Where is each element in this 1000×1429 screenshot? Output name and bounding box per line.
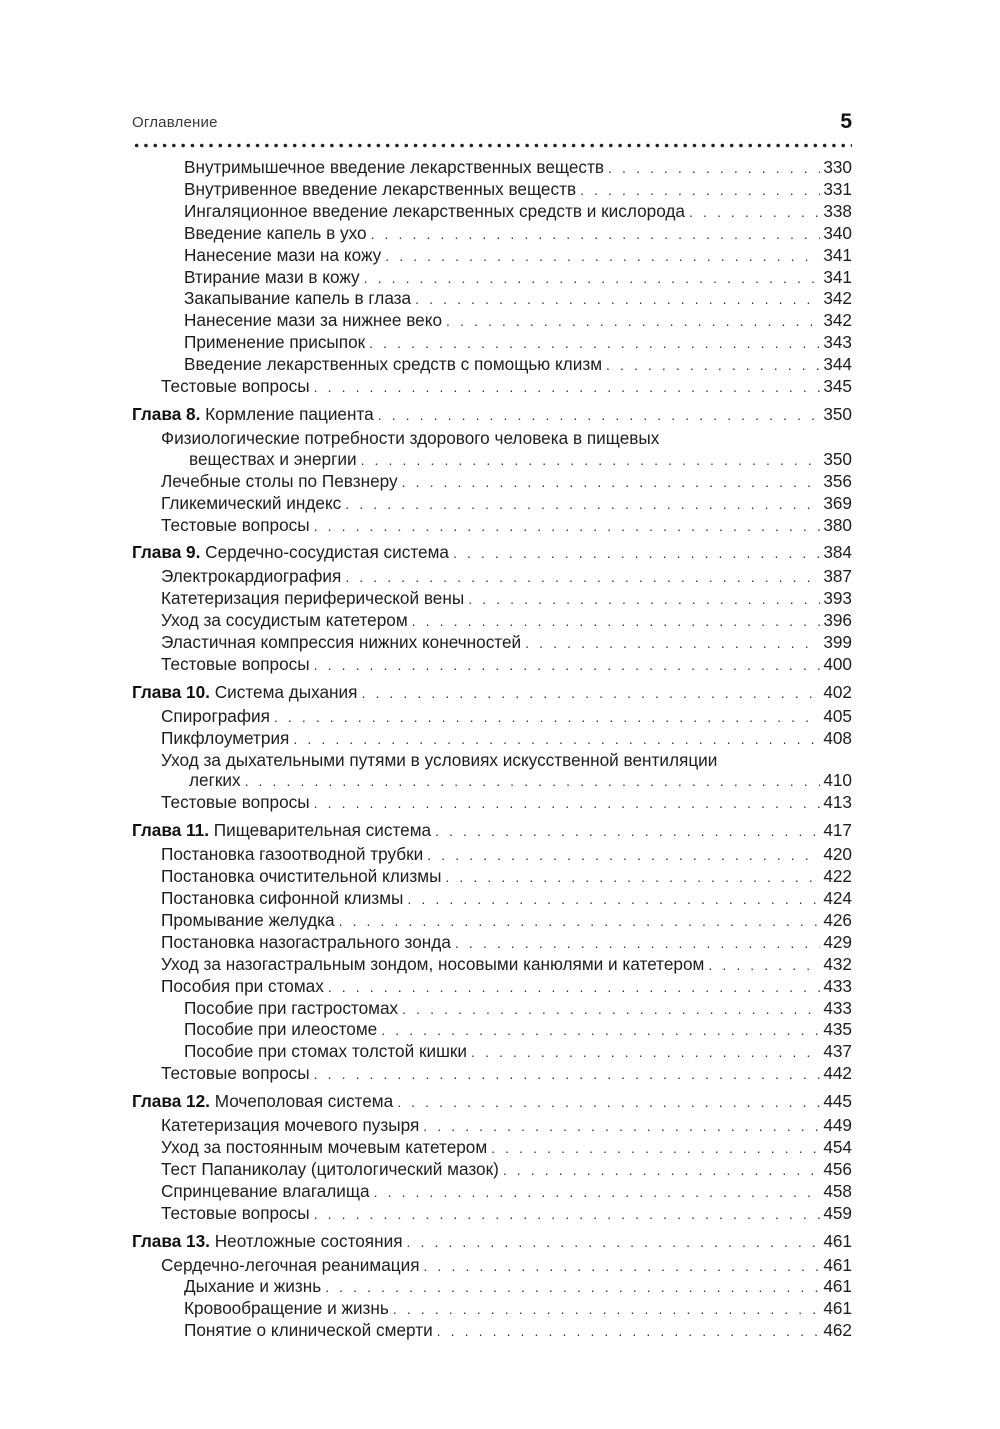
toc-page-number: 330 [823, 157, 852, 177]
dot-leader [397, 1092, 820, 1113]
toc-entry[interactable] [132, 157, 852, 179]
toc-entry-title: Эластичная компрессия нижних конечностей [161, 632, 522, 653]
dot-leader [427, 845, 820, 866]
toc-page-number: 433 [823, 997, 852, 1018]
toc-entry-title: Введение капель в ухо [184, 222, 367, 243]
toc-entry[interactable] [132, 976, 852, 998]
toc-entry-title: Пособие при илеостоме [184, 1019, 378, 1040]
toc-entry-title: Постановка газоотводной трубки [161, 844, 424, 865]
toc-page-number: 461 [823, 1230, 852, 1251]
toc-page-number: 402 [823, 681, 852, 702]
toc-page-number: 420 [823, 844, 852, 865]
toc-entry-title [132, 1091, 393, 1112]
toc-entry[interactable] [132, 310, 852, 332]
toc-entry[interactable] [132, 792, 852, 814]
toc-entry-title: Внутривенное введение лекарственных веществ [184, 178, 577, 199]
toc-page-number: 384 [823, 542, 852, 563]
dot-leader [245, 771, 821, 792]
toc-entry[interactable] [132, 179, 852, 201]
toc-entry[interactable] [132, 954, 852, 976]
chapter-label: Глава 11. [132, 820, 209, 841]
dot-leader [471, 1042, 820, 1063]
toc-entry[interactable] [132, 728, 852, 750]
dot-leader [361, 683, 820, 704]
dot-leader [378, 405, 821, 426]
toc-page-number: 422 [823, 866, 852, 887]
toc-entry[interactable] [132, 632, 852, 654]
toc-entry-title-line: Уход за дыхательными путями в условиях искусственной вентиляции [161, 749, 718, 770]
toc-entry-title: Нанесение мази на кожу [184, 244, 382, 265]
toc-entry[interactable] [132, 1276, 852, 1298]
chapter-title: Система дыхания [214, 681, 358, 702]
toc-chapter[interactable] [132, 682, 852, 706]
dot-leader [491, 1138, 820, 1159]
dot-leader [435, 821, 820, 842]
toc-entry[interactable] [132, 332, 852, 354]
toc-entry-title: Тестовые вопросы [161, 376, 310, 397]
dot-leader [314, 377, 821, 398]
toc-entry[interactable] [132, 610, 852, 632]
toc-page-number: 342 [823, 310, 852, 331]
dot-leader [345, 567, 820, 588]
toc-entry-title: Закапывание капель в глаза [184, 288, 412, 309]
toc-page-number: 454 [823, 1136, 852, 1157]
toc-entry-title: Тестовые вопросы [161, 653, 310, 674]
dot-leader [580, 180, 820, 201]
chapter-label: Глава 13. [132, 1230, 210, 1251]
dot-leader [364, 268, 821, 289]
toc-entry-title: Спирография [161, 705, 270, 726]
toc-entry[interactable] [132, 1041, 852, 1063]
toc-entry[interactable] [132, 1019, 852, 1041]
dot-leader [525, 633, 820, 654]
toc-page-number: 461 [823, 1276, 852, 1297]
toc-page-number: 356 [823, 470, 852, 491]
toc-entry-title: Уход за назогастральным зондом, носовыми канюлями и катетером [161, 953, 705, 974]
toc-page-number: 341 [823, 244, 852, 265]
toc-entry[interactable] [132, 1298, 852, 1320]
dot-leader [328, 977, 820, 998]
dot-leader [503, 1160, 820, 1181]
table-of-contents [132, 157, 852, 1342]
dot-leader [339, 911, 821, 932]
toc-entry-title [132, 542, 449, 563]
chapter-label: Глава 8. [132, 403, 201, 424]
dot-leader [381, 1020, 820, 1041]
toc-entry-title: Нанесение мази за нижнее веко [184, 310, 442, 331]
toc-entry-title: Внутримышечное введение лекарственных веществ [184, 157, 605, 177]
toc-page-number: 345 [823, 376, 852, 397]
dot-leader [385, 246, 820, 267]
dot-leader [445, 867, 820, 888]
toc-page-number: 400 [823, 653, 852, 674]
toc-entry[interactable] [132, 471, 852, 493]
running-header-title: Оглавление [132, 114, 218, 131]
toc-page-number: 387 [823, 566, 852, 587]
toc-page-number: 459 [823, 1202, 852, 1223]
dot-leader [402, 472, 821, 493]
chapter-label: Глава 12. [132, 1091, 210, 1112]
dot-leader [708, 955, 820, 976]
toc-entry[interactable] [132, 750, 852, 793]
toc-entry-title: Втирание мази в кожу [184, 266, 360, 287]
toc-entry[interactable] [132, 866, 852, 888]
toc-page-number: 432 [823, 953, 852, 974]
dot-leader [361, 450, 821, 471]
toc-chapter[interactable] [132, 1091, 852, 1115]
dot-leader [424, 1256, 821, 1277]
chapter-title: Мочеполовая система [214, 1091, 394, 1112]
dot-leader [314, 1064, 821, 1085]
dot-leader [374, 1182, 821, 1203]
dot-leader [345, 494, 820, 515]
toc-entry[interactable] [132, 267, 852, 289]
toc-entry-title: Постановка очистительной клизмы [161, 866, 442, 887]
dot-leader [415, 289, 820, 310]
toc-entry[interactable] [132, 844, 852, 866]
toc-page-number: 344 [823, 354, 852, 375]
toc-entry-title-line: Физиологические потребности здорового человека в пищевых [161, 427, 660, 448]
dot-leader [314, 655, 821, 676]
dot-leader [606, 355, 820, 376]
toc-entry[interactable] [132, 588, 852, 610]
toc-entry-title: Постановка назогастрального зонда [161, 931, 451, 952]
toc-page-number: 417 [823, 820, 852, 841]
toc-page-number: 429 [823, 931, 852, 952]
toc-entry[interactable] [132, 288, 852, 310]
toc-page-number: 461 [823, 1298, 852, 1319]
dot-leader [314, 1204, 821, 1225]
toc-entry-title: Тест Папаниколау (цитологический мазок) [161, 1158, 499, 1179]
dot-leader [453, 543, 820, 564]
toc-entry[interactable] [132, 888, 852, 910]
chapter-title: Сердечно-сосудистая система [205, 542, 449, 563]
dot-leader [437, 1321, 821, 1342]
dot-leader [314, 516, 821, 537]
toc-entry-title: Тестовые вопросы [161, 1063, 310, 1084]
toc-entry-title: Постановка сифонной клизмы [161, 888, 404, 908]
toc-entry[interactable] [132, 910, 852, 932]
toc-entry-title: Тестовые вопросы [161, 792, 310, 813]
toc-entry-title: Уход за постоянным мочевым катетером [161, 1136, 488, 1157]
toc-page-number: 437 [823, 1041, 852, 1062]
toc-page-number: 433 [823, 975, 852, 996]
toc-page-number: 408 [823, 727, 852, 748]
toc-chapter[interactable] [132, 820, 852, 844]
toc-page-number: 426 [823, 909, 852, 930]
dotted-header-rule [132, 143, 852, 148]
toc-page-number: 445 [823, 1091, 852, 1112]
toc-page-number: 410 [823, 770, 852, 791]
toc-entry[interactable] [132, 493, 852, 515]
toc-entry[interactable] [132, 998, 852, 1020]
toc-entry[interactable] [132, 566, 852, 588]
chapter-label: Глава 10. [132, 681, 210, 702]
toc-page-number: 461 [823, 1254, 852, 1275]
toc-entry-title: легких [189, 770, 241, 791]
toc-entry-title: Катетеризация мочевого пузыря [161, 1115, 420, 1136]
running-header [132, 110, 852, 136]
toc-entry[interactable] [132, 223, 852, 245]
toc-entry-title: Пособия при стомах [161, 975, 324, 996]
toc-entry[interactable] [132, 245, 852, 267]
dot-leader [325, 1277, 820, 1298]
toc-page-number: 341 [823, 266, 852, 287]
toc-page-number: 393 [823, 588, 852, 609]
toc-entry-title: Тестовые вопросы [161, 514, 310, 535]
toc-entry-title: Гликемический индекс [161, 492, 342, 513]
toc-page-number: 380 [823, 514, 852, 535]
page-number: 5 [840, 110, 852, 133]
dot-leader [468, 589, 820, 610]
toc-entry-title [132, 1231, 403, 1252]
toc-entry-title: Применение присыпок [184, 332, 366, 353]
toc-entry-title: Катетеризация периферической вены [161, 588, 465, 609]
chapter-title: Неотложные состояния [214, 1230, 403, 1251]
toc-page-number: 442 [823, 1063, 852, 1084]
toc-entry[interactable] [132, 1137, 852, 1159]
toc-page-number: 340 [823, 222, 852, 243]
chapter-label: Глава 9. [132, 542, 201, 563]
toc-entry-title [132, 404, 374, 425]
toc-entry-title: Введение лекарственных средств с помощью клизм [184, 354, 603, 375]
dot-leader [274, 707, 820, 728]
toc-entry-title: Спринцевание влагалища [161, 1180, 370, 1201]
chapter-title: Кормление пациента [205, 403, 374, 424]
toc-entry[interactable] [132, 354, 852, 376]
toc-entry-title [132, 682, 357, 703]
toc-entry-title: Сердечно-легочная реанимация [161, 1254, 420, 1275]
toc-entry-title: Лечебные столы по Певзнеру [161, 470, 398, 491]
toc-page-number: 449 [823, 1115, 852, 1136]
toc-page-number: 343 [823, 332, 852, 353]
toc-entry[interactable] [132, 201, 852, 223]
dot-leader [423, 1116, 820, 1137]
dot-leader [314, 793, 821, 814]
toc-page-number: 396 [823, 610, 852, 631]
dot-leader [402, 999, 820, 1020]
toc-entry[interactable] [132, 1159, 852, 1181]
toc-entry[interactable] [132, 706, 852, 728]
toc-entry-title: Электрокардиография [161, 566, 342, 587]
toc-entry-title: Дыхание и жизнь [184, 1276, 322, 1297]
toc-entry-title: Пособие при гастростомах [184, 997, 399, 1018]
toc-entry-title: Тестовые вопросы [161, 1202, 310, 1223]
toc-chapter[interactable] [132, 1231, 852, 1255]
toc-entry-title: Понятие о клинической смерти [184, 1320, 433, 1341]
toc-entry[interactable] [132, 932, 852, 954]
chapter-title: Пищеварительная система [213, 820, 432, 841]
toc-page-number: 405 [823, 705, 852, 726]
dot-leader [293, 729, 820, 750]
toc-entry[interactable] [132, 1115, 852, 1137]
toc-entry-title: Пособие при стомах толстой кишки [184, 1041, 467, 1062]
dot-leader [446, 311, 820, 332]
toc-page-number: 331 [823, 178, 852, 199]
toc-entry-title: Промывание желудка [161, 909, 335, 930]
toc-entry[interactable] [132, 1203, 852, 1225]
toc-page-number: 435 [823, 1019, 852, 1040]
toc-entry[interactable] [132, 1063, 852, 1085]
toc-page-number: 424 [823, 888, 852, 908]
dot-leader [412, 611, 821, 632]
toc-page-number: 458 [823, 1180, 852, 1201]
toc-entry[interactable] [132, 428, 852, 471]
toc-page-number: 413 [823, 792, 852, 813]
toc-page-number: 369 [823, 492, 852, 513]
toc-page-number: 456 [823, 1158, 852, 1179]
toc-entry[interactable] [132, 1181, 852, 1203]
toc-entry-title: Пикфлоуметрия [161, 727, 290, 748]
dot-leader [689, 202, 820, 223]
dot-leader [371, 224, 821, 245]
toc-entry[interactable] [132, 376, 852, 398]
toc-entry-title: Ингаляционное введение лекарственных средств и кислорода [184, 200, 685, 221]
toc-entry-title: Кровообращение и жизнь [184, 1298, 389, 1319]
dot-leader [369, 333, 820, 354]
toc-page-number: 350 [823, 448, 852, 469]
dot-leader [407, 1232, 821, 1253]
toc-entry[interactable] [132, 1255, 852, 1277]
dot-leader [455, 933, 820, 954]
toc-entry-title [132, 820, 431, 841]
toc-page-number: 399 [823, 632, 852, 653]
dot-leader [407, 889, 820, 910]
toc-entry-title: Уход за сосудистым катетером [161, 610, 408, 631]
toc-entry-title: веществах и энергии [189, 448, 357, 469]
toc-page-number: 338 [823, 200, 852, 221]
dot-leader [608, 158, 820, 179]
toc-page-number: 350 [823, 403, 852, 424]
dot-leader [393, 1299, 820, 1320]
toc-page-number: 462 [823, 1320, 852, 1341]
toc-entry[interactable] [132, 654, 852, 676]
toc-page-number: 342 [823, 288, 852, 309]
toc-chapter[interactable] [132, 542, 852, 566]
toc-chapter[interactable] [132, 404, 852, 428]
toc-entry[interactable] [132, 1320, 852, 1342]
toc-entry[interactable] [132, 515, 852, 537]
